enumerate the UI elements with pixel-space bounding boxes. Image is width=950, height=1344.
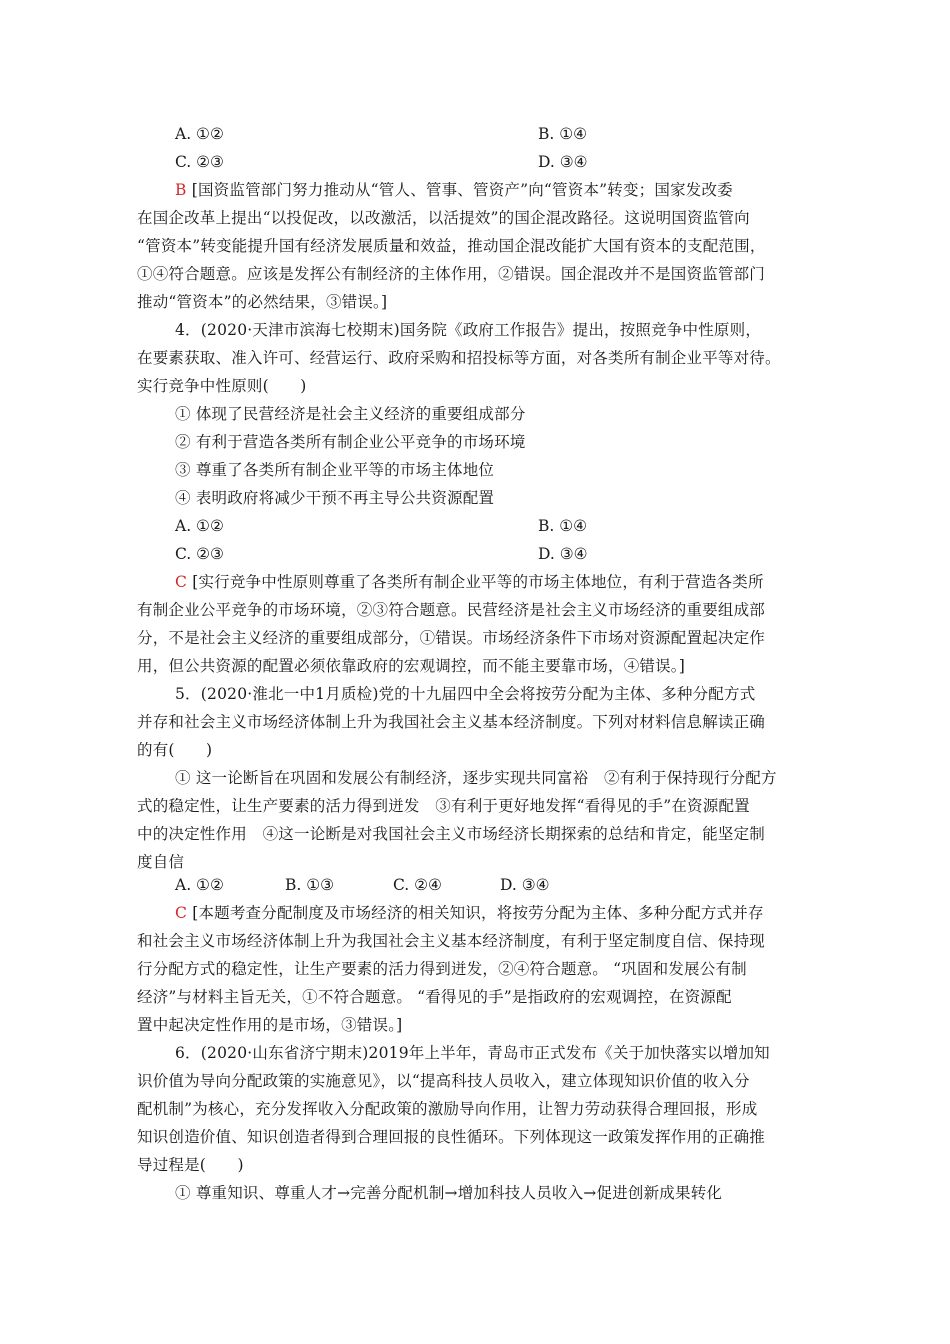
q3-explanation-line: “管资本”转变能提升国有经济发展质量和效益，推动国企混改能扩大国有资本的支配范围， <box>137 237 766 255</box>
q6-item: ① 尊重知识、尊重人才→完善分配机制→增加科技人员收入→促进创新成果转化 <box>175 1184 723 1202</box>
q5-option-d: D. ③④ <box>500 876 550 894</box>
q5-stem-line: 并存和社会主义市场经济体制上升为我国社会主义基本经济制度。下列对材料信息解读正确 <box>137 713 766 731</box>
q5-item-line: 度自信 <box>137 853 185 871</box>
q3-explanation-line <box>175 176 733 204</box>
q5-item-line: ① 这一论断旨在巩固和发展公有制经济，逐步实现共同富裕 ②有利于保持现行分配方 <box>175 769 777 787</box>
q3-option-a: A. ①② <box>175 125 224 143</box>
q5-explanation-line: 置中起决定性作用的是市场，③错误。] <box>137 1016 403 1034</box>
q5-stem-line: 5．(2020·淮北一中1月质检)党的十九届四中全会将按劳分配为主体、多种分配方式 <box>175 685 756 703</box>
q4-item: ① 体现了民营经济是社会主义经济的重要组成部分 <box>175 405 526 423</box>
q4-option-a: A. ①② <box>175 517 224 535</box>
q5-option-a: A. ①② <box>175 876 224 894</box>
q4-item: ④ 表明政府将减少干预不再主导公共资源配置 <box>175 489 495 507</box>
q5-item-line: 式的稳定性，让生产要素的活力得到迸发 ③有利于更好地发挥“看得见的手”在资源配置 <box>137 797 750 815</box>
q4-answer-letter: C <box>175 573 188 591</box>
q3-explanation-line: 在国企改革上提出“以投促改，以改激活，以活提效”的国企混改路径。这说明国资监管向 <box>137 209 750 227</box>
q4-stem-line: 实行竞争中性原则( ) <box>137 377 307 395</box>
q5-stem-line: 的有( ) <box>137 741 213 759</box>
q5-option-c: C. ②④ <box>393 876 442 894</box>
q3-explanation-line: 推动“管资本”的必然结果，③错误。] <box>137 293 388 311</box>
q5-explanation-text: [本题考查分配制度及市场经济的相关知识，将按劳分配为主体、多种分配方式并存 <box>192 904 764 922</box>
q4-explanation-line <box>175 568 764 596</box>
q6-stem-line: 导过程是( ) <box>137 1156 244 1174</box>
q6-stem-line: 识价值为导向分配政策的实施意见》，以“提高科技人员收入，建立体现知识价值的收入分 <box>137 1072 750 1090</box>
q5-option-b: B. ①③ <box>285 876 335 894</box>
q4-explanation-text: [实行竞争中性原则尊重了各类所有制企业平等的市场主体地位，有利于营造各类所 <box>192 573 764 591</box>
q5-answer-letter: C <box>175 904 188 922</box>
q4-option-c: C. ②③ <box>175 545 224 563</box>
q5-explanation-line: 经济”与材料主旨无关，①不符合题意。 “看得见的手”是指政府的宏观调控，在资源配 <box>137 988 732 1006</box>
q3-answer-letter: B <box>175 181 187 199</box>
q5-explanation-line: 和社会主义市场经济体制上升为我国社会主义基本经济制度，有利于坚定制度自信、保持现 <box>137 932 766 950</box>
q4-stem-line: 4．(2020·天津市滨海七校期末)国务院《政府工作报告》提出，按照竞争中性原则， <box>175 321 762 339</box>
q3-option-d: D. ③④ <box>538 153 588 171</box>
q4-option-b: B. ①④ <box>538 517 588 535</box>
q4-item: ② 有利于营造各类所有制企业公平竞争的市场环境 <box>175 433 526 451</box>
q3-explanation-line: ①④符合题意。应该是发挥公有制经济的主体作用，②错误。国企混改并不是国资监管部门 <box>137 265 766 283</box>
q4-explanation-line: 有制企业公平竞争的市场环境，②③符合题意。民营经济是社会主义市场经济的重要组成部 <box>137 601 766 619</box>
q3-explanation-text: [国资监管部门努力推动从“管人、管事、管资产”向“管资本”转变；国家发改委 <box>191 181 733 199</box>
q6-stem-line: 配机制”为核心，充分发挥收入分配政策的激励导向作用，让智力劳动获得合理回报，形成 <box>137 1100 758 1118</box>
q5-explanation-line <box>175 899 764 927</box>
q3-option-b: B. ①④ <box>538 125 588 143</box>
q4-stem-line: 在要素获取、准入许可、经营运行、政府采购和招投标等方面，对各类所有制企业平等对待。 <box>137 349 781 367</box>
q4-option-d: D. ③④ <box>538 545 588 563</box>
q5-explanation-line: 行分配方式的稳定性，让生产要素的活力得到迸发，②④符合题意。 “巩固和发展公有制 <box>137 960 747 978</box>
q6-stem-line: 知识创造价值、知识创造者得到合理回报的良性循环。下列体现这一政策发挥作用的正确推 <box>137 1128 766 1146</box>
q4-item: ③ 尊重了各类所有制企业平等的市场主体地位 <box>175 461 495 479</box>
q3-option-c: C. ②③ <box>175 153 224 171</box>
q4-explanation-line: 分，不是社会主义经济的重要组成部分，①错误。市场经济条件下市场对资源配置起决定作 <box>137 629 766 647</box>
q6-stem-line: 6．(2020·山东省济宁期末)2019年上半年，青岛市正式发布《关于加快落实以增加知 <box>175 1044 770 1062</box>
q4-explanation-line: 用，但公共资源的配置必须依靠政府的宏观调控，而不能主要靠市场，④错误。] <box>137 657 685 675</box>
q5-item-line: 中的决定性作用 ④这一论断是对我国社会主义市场经济长期探索的总结和肯定，能坚定制 <box>137 825 766 843</box>
